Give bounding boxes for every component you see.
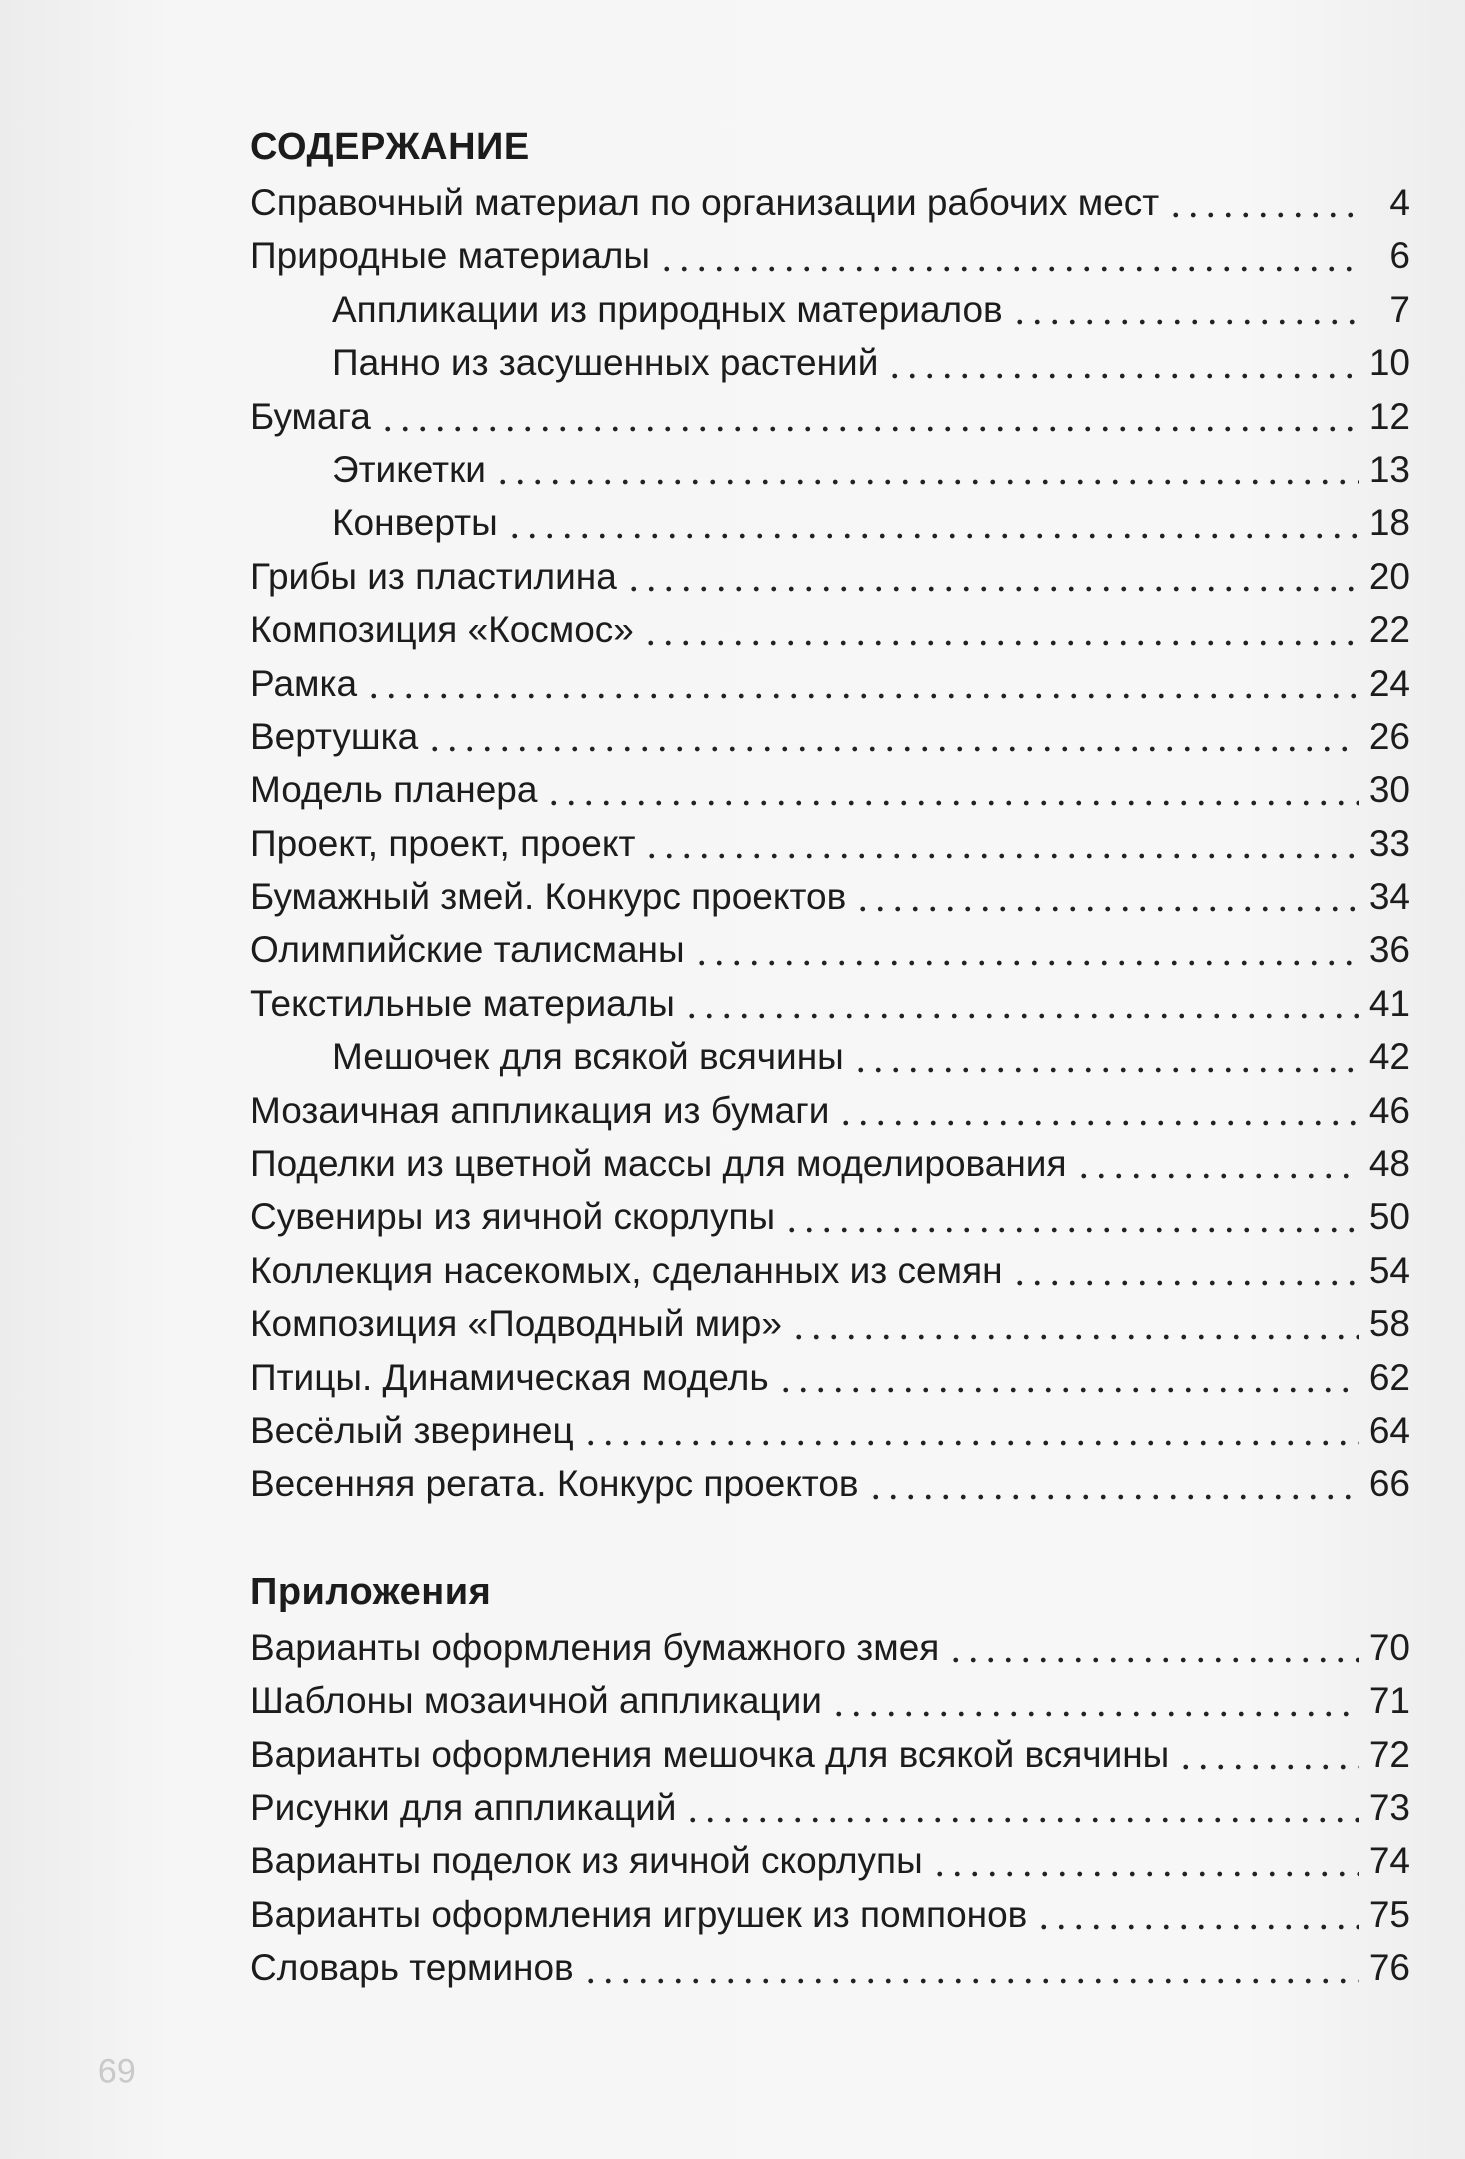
toc-entry-page: 10: [1368, 342, 1410, 384]
toc-entry-page: 26: [1368, 715, 1410, 757]
toc-entry[interactable]: [250, 1941, 1410, 1994]
toc-entry-title: Композиция «Космос»: [250, 609, 634, 651]
dot-leader: [947, 1634, 1359, 1664]
toc-entry[interactable]: [250, 1351, 1410, 1404]
toc-entry-title: Варианты оформления бумажного змея: [250, 1626, 940, 1668]
toc-entry-title: Этикетки: [332, 448, 486, 490]
toc-entry[interactable]: [250, 1728, 1410, 1781]
toc-entry-page: 58: [1368, 1303, 1410, 1345]
dot-leader: [643, 830, 1358, 860]
toc-entry-page: 22: [1368, 609, 1410, 651]
toc-entry[interactable]: [250, 229, 1410, 282]
dot-leader: [886, 350, 1358, 380]
dot-leader: [683, 990, 1359, 1020]
toc-entry-page: 73: [1368, 1786, 1410, 1828]
toc-entry-page: 4: [1389, 182, 1410, 223]
dot-leader: [1075, 1150, 1359, 1180]
toc-entry-title: Справочный материал по организации рабочих мест: [250, 182, 1160, 223]
toc-entry-title: Рамка: [250, 662, 358, 704]
toc-entry[interactable]: [250, 1084, 1410, 1137]
toc-entry-title: Варианты оформления мешочка для всякой всячины: [250, 1733, 1170, 1775]
toc-entry[interactable]: [250, 1674, 1410, 1727]
toc-entry-page: 72: [1368, 1733, 1410, 1775]
dot-leader: [365, 670, 1359, 700]
dot-leader: [658, 243, 1360, 273]
toc-entry-page: 41: [1368, 982, 1410, 1024]
toc-entry[interactable]: [250, 817, 1410, 870]
dot-leader: [494, 456, 1359, 486]
toc-entry[interactable]: [250, 1404, 1410, 1457]
toc-entry-page: 76: [1368, 1947, 1410, 1989]
appendix-list: [250, 1621, 1410, 1995]
toc-entry-title: Весенняя регата. Конкурс проектов: [250, 1463, 859, 1505]
dot-leader: [1011, 296, 1360, 326]
toc-heading: СОДЕРЖАНИЕ: [250, 126, 530, 168]
toc-list: [250, 176, 1410, 1511]
toc-entry-page: 12: [1368, 395, 1410, 437]
toc-entry-page: 66: [1368, 1463, 1410, 1505]
dot-leader: [931, 1848, 1359, 1878]
toc-entry-page: 30: [1368, 769, 1410, 811]
toc-entry-title: Варианты поделок из яичной скорлупы: [250, 1840, 923, 1882]
toc-entry-page: 20: [1368, 555, 1410, 597]
dot-leader: [783, 1204, 1359, 1234]
toc-entry-title: Панно из засушенных растений: [332, 342, 879, 384]
toc-entry[interactable]: [250, 336, 1410, 389]
toc-entry-title: Олимпийские талисманы: [250, 929, 685, 971]
toc-entry-page: 70: [1368, 1626, 1410, 1668]
toc-entry[interactable]: [250, 1190, 1410, 1243]
toc-entry-page: 50: [1368, 1196, 1410, 1238]
toc-entry[interactable]: [250, 977, 1410, 1030]
toc-entry[interactable]: [250, 283, 1410, 336]
dot-leader: [1011, 1257, 1359, 1287]
toc-entry-page: 71: [1368, 1680, 1410, 1722]
dot-leader: [1035, 1901, 1359, 1931]
toc-entry-title: Бумажный змей. Конкурс проектов: [250, 876, 847, 918]
dot-leader: [582, 1417, 1359, 1447]
toc-entry-page: 36: [1368, 929, 1410, 971]
toc-entry-title: Коллекция насекомых, сделанных из семян: [250, 1249, 1003, 1291]
dot-leader: [693, 937, 1359, 967]
toc-entry-page: 46: [1368, 1089, 1410, 1131]
toc-entry-title: Рисунки для аппликаций: [250, 1786, 677, 1828]
toc-entry[interactable]: [250, 870, 1410, 923]
toc-entry[interactable]: [250, 603, 1410, 656]
dot-leader: [684, 1794, 1358, 1824]
toc-entry-page: 64: [1368, 1409, 1410, 1451]
toc-entry-title: Природные материалы: [250, 235, 650, 277]
dot-leader: [1167, 189, 1360, 219]
dot-leader: [426, 723, 1359, 753]
toc-entry-page: 74: [1368, 1840, 1410, 1882]
dot-leader: [582, 1955, 1359, 1985]
toc-entry[interactable]: [250, 443, 1410, 496]
toc-entry[interactable]: [250, 710, 1410, 763]
toc-entry-title: Весёлый зверинец: [250, 1409, 574, 1451]
section-gap: [250, 1511, 1410, 1563]
toc-entry-page: 13: [1368, 448, 1410, 490]
toc-entry-page: 48: [1368, 1143, 1410, 1185]
toc-entry-title: Мешочек для всякой всячины: [332, 1036, 844, 1078]
toc-entry[interactable]: [250, 1834, 1410, 1887]
toc-entry[interactable]: [250, 496, 1410, 549]
toc-entry[interactable]: [250, 657, 1410, 710]
toc-entry-title: Проект, проект, проект: [250, 822, 636, 864]
toc-entry-page: 7: [1389, 288, 1410, 330]
toc-entry-page: 24: [1368, 662, 1410, 704]
dot-leader: [642, 617, 1359, 647]
dot-leader: [506, 510, 1359, 540]
dot-leader: [830, 1688, 1359, 1718]
toc-entry[interactable]: [250, 1888, 1410, 1941]
toc-entry-title: Вертушка: [250, 715, 419, 757]
dot-leader: [1177, 1741, 1359, 1771]
toc-entry-page: 62: [1368, 1356, 1410, 1398]
toc-entry-page: 6: [1389, 235, 1410, 277]
toc-entry-title: Поделки из цветной массы для моделирования: [250, 1143, 1067, 1185]
dot-leader: [790, 1311, 1359, 1341]
toc-entry[interactable]: [250, 1621, 1410, 1674]
dot-leader: [777, 1364, 1359, 1394]
toc-entry-title: Грибы из пластилина: [250, 555, 617, 597]
dot-leader: [867, 1471, 1359, 1501]
appendix-heading: Приложения: [250, 1570, 492, 1613]
toc-entry-title: Бумага: [250, 395, 371, 437]
toc-entry-title: Птицы. Динамическая модель: [250, 1356, 769, 1398]
table-of-contents: [250, 118, 1410, 1995]
toc-entry-title: Сувениры из яичной скорлупы: [250, 1196, 776, 1238]
dot-leader: [854, 883, 1359, 913]
toc-entry-title: Варианты оформления игрушек из помпонов: [250, 1893, 1028, 1935]
dot-leader: [545, 777, 1358, 807]
toc-entry-page: 54: [1368, 1249, 1410, 1291]
toc-entry[interactable]: [250, 1781, 1410, 1834]
page-number: 69: [98, 2051, 136, 2089]
toc-entry[interactable]: [250, 1297, 1410, 1350]
toc-entry-title: Текстильные материалы: [250, 982, 675, 1024]
toc-entry-page: 18: [1368, 502, 1410, 544]
toc-entry[interactable]: [250, 176, 1410, 229]
toc-entry-title: Композиция «Подводный мир»: [250, 1303, 782, 1345]
toc-entry-page: 42: [1368, 1036, 1410, 1078]
toc-entry[interactable]: [250, 390, 1410, 443]
toc-entry-title: Шаблоны мозаичной аппликации: [250, 1680, 822, 1722]
toc-entry[interactable]: [250, 763, 1410, 816]
dot-leader: [837, 1097, 1358, 1127]
dot-leader: [625, 563, 1359, 593]
toc-entry[interactable]: [250, 1030, 1410, 1083]
toc-entry-page: 33: [1368, 822, 1410, 864]
toc-entry-title: Словарь терминов: [250, 1947, 574, 1989]
toc-entry[interactable]: [250, 923, 1410, 976]
toc-entry[interactable]: [250, 550, 1410, 603]
toc-entry-title: Аппликации из природных материалов: [332, 288, 1003, 330]
toc-entry-title: Модель планера: [250, 769, 538, 811]
toc-entry-title: Конверты: [332, 502, 498, 544]
toc-entry-page: 34: [1368, 876, 1410, 918]
toc-entry[interactable]: [250, 1137, 1410, 1190]
toc-entry-title: Мозаичная аппликация из бумаги: [250, 1089, 830, 1131]
toc-entry[interactable]: [250, 1457, 1410, 1510]
toc-entry[interactable]: [250, 1244, 1410, 1297]
toc-entry-page: 75: [1368, 1893, 1410, 1935]
dot-leader: [852, 1044, 1359, 1074]
dot-leader: [379, 403, 1359, 433]
